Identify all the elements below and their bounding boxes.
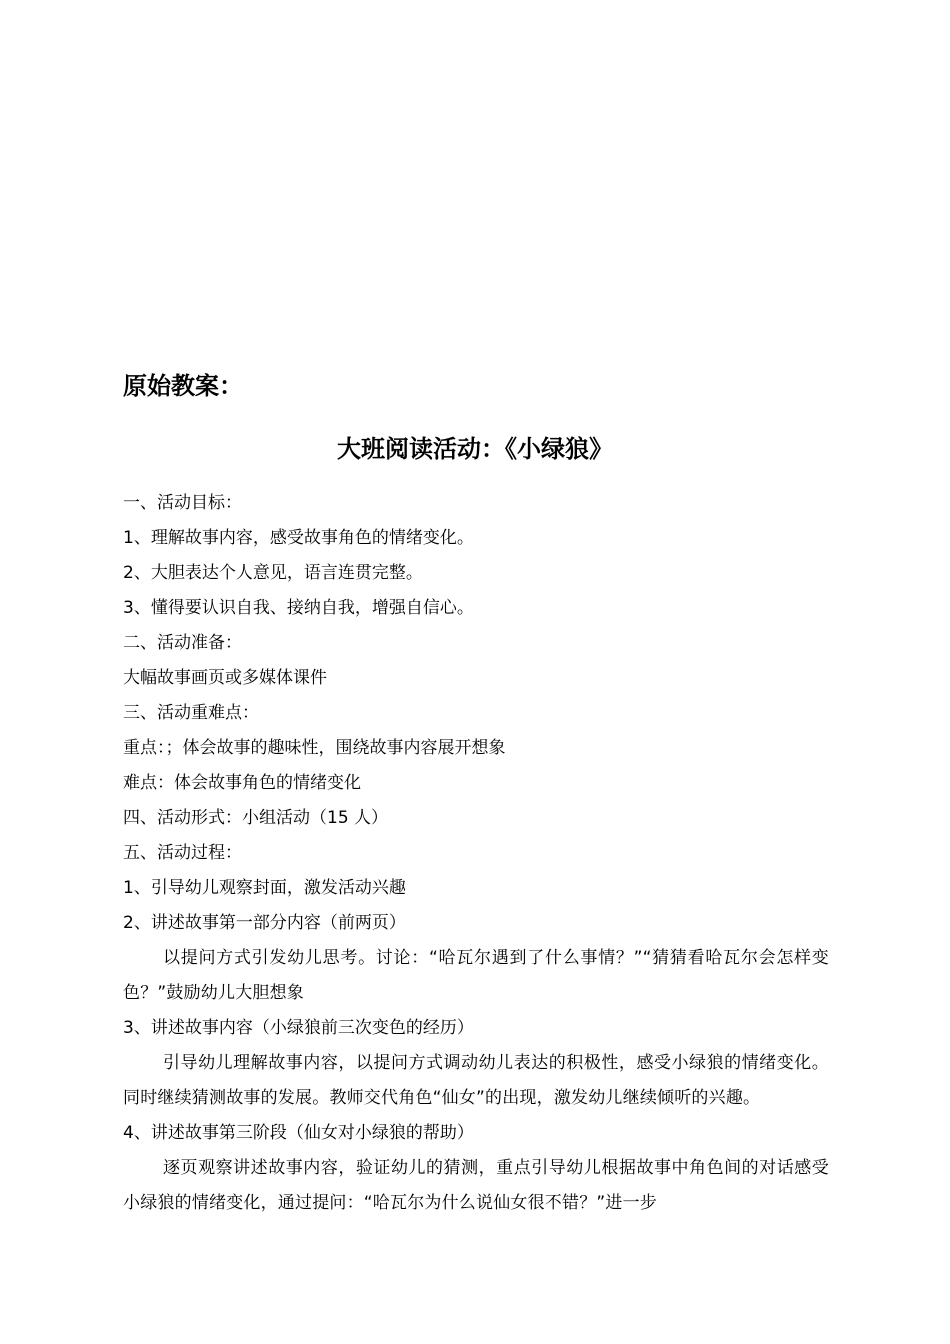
process-step-1: 1、引导幼儿观察封面，激发活动兴趣 — [123, 878, 406, 898]
key-point-text: 重点：；体会故事的趣味性，围绕故事内容展开想象 — [123, 738, 506, 758]
difficulty-text: 难点：体会故事角色的情绪变化 — [123, 773, 361, 793]
process-step-3-paragraph: 引导幼儿理解故事内容，以提问方式调动幼儿表达的积极性，感受小绿狼的情绪变化。同时继续猜测故事的发展。教师交代角色“仙女”的出现，激发幼儿继续倾听的兴趣。 — [123, 1053, 829, 1108]
section-heading-key-points: 三、活动重难点： — [123, 703, 259, 723]
document-title: 大班阅读活动：《小绿狼》 — [337, 435, 613, 463]
section-heading-preparation: 二、活动准备： — [123, 633, 242, 653]
goal-item-1: 1、理解故事内容，感受故事角色的情绪变化。 — [123, 528, 474, 548]
document-label: 原始教案： — [123, 372, 243, 400]
goal-item-2: 2、大胆表达个人意见，语言连贯完整。 — [123, 563, 423, 583]
preparation-text: 大幅故事画页或多媒体课件 — [123, 668, 327, 688]
process-step-2-paragraph: 以提问方式引发幼儿思考。讨论：“哈瓦尔遇到了什么事情？”“猜猜看哈瓦尔会怎样变色？”鼓励幼儿大胆想象 — [123, 948, 829, 1003]
document-body — [123, 486, 829, 1221]
process-step-3: 3、讲述故事内容（小绿狼前三次变色的经历） — [123, 1018, 474, 1038]
process-step-4: 4、讲述故事第三阶段（仙女对小绿狼的帮助） — [123, 1123, 474, 1143]
process-step-2: 2、讲述故事第一部分内容（前两页） — [123, 913, 406, 933]
section-heading-form: 四、活动形式：小组活动（15 人） — [123, 808, 389, 828]
goal-item-3: 3、懂得要认识自我、接纳自我，增强自信心。 — [123, 598, 474, 618]
section-heading-process: 五、活动过程： — [123, 843, 242, 863]
process-step-4-paragraph: 逐页观察讲述故事内容，验证幼儿的猜测，重点引导幼儿根据故事中角色间的对话感受小绿狼的情绪变化，通过提问：“哈瓦尔为什么说仙女很不错？”进一步 — [123, 1158, 829, 1213]
section-heading-goals: 一、活动目标： — [123, 493, 242, 513]
